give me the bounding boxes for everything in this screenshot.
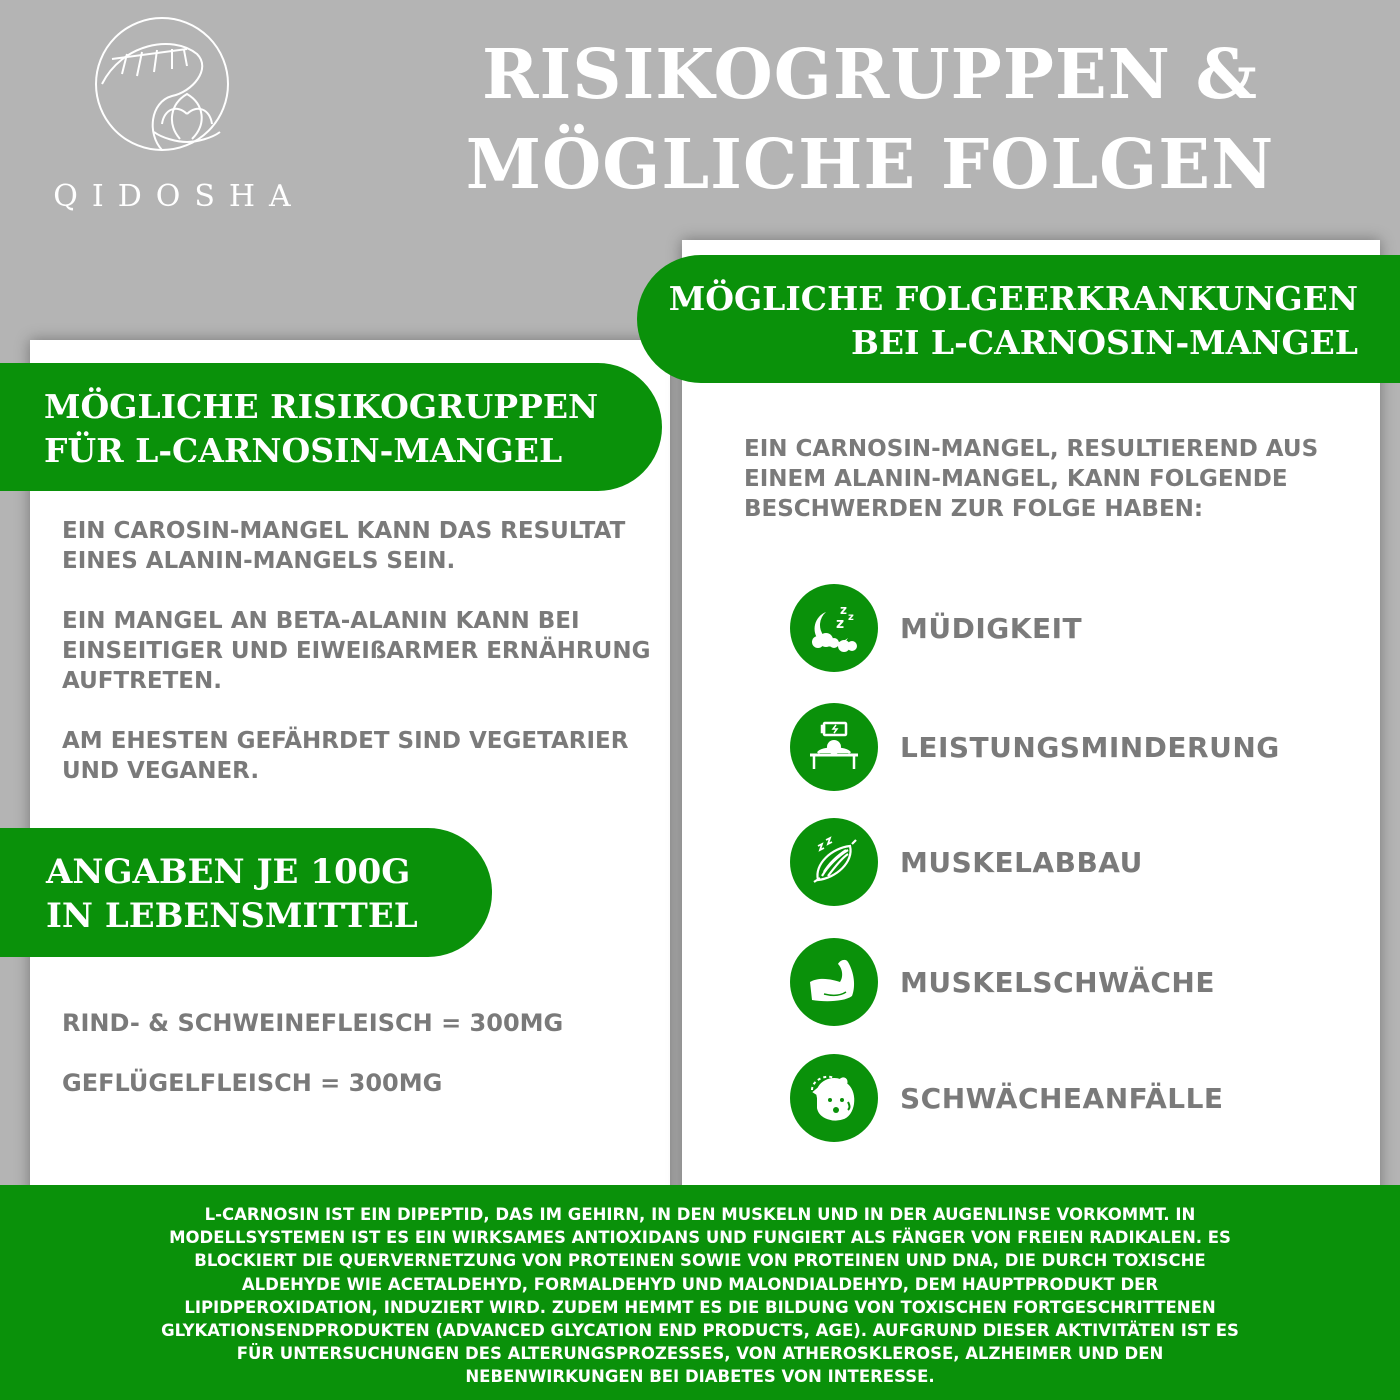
footer-info-text: [0, 1185, 1400, 1400]
brand-logo: [20, 12, 305, 214]
page-title: [420, 30, 1320, 210]
symptom-item: [790, 702, 1350, 792]
food-values-header-line-1: ANGABEN JE 100G: [46, 852, 411, 892]
svg-text:z: z: [840, 603, 847, 617]
consequences-header: [637, 255, 1400, 383]
svg-text:z: z: [836, 616, 845, 632]
footer-line: BLOCKIERT DIE QUERVERNETZUNG VON PROTEINEN SOWIE VON PROTEINEN UND DNA, DIE DURCH TOXISCHE: [194, 1251, 1206, 1271]
symptom-label: MUSKELSCHWÄCHE: [900, 965, 1215, 999]
consequences-header-line-1: MÖGLICHE FOLGEERKRANKUNGEN: [668, 279, 1358, 318]
food-values-header-line-2: IN LEBENSMITTEL: [46, 896, 418, 936]
footer-line: FÜR UNTERSUCHUNGEN DES ALTERUNGSPROZESSES, VON ATHEROSKLEROSE, ALZHEIMER UND DEN: [236, 1344, 1164, 1364]
symptom-item: [790, 583, 1350, 673]
risk-paragraph: AM EHESTEN GEFÄHRDET SIND VEGETARIER UND VEGANER.: [62, 728, 629, 784]
footer-line: NEBENWIRKUNGEN BEI DIABETES VON INTERESSE.: [465, 1367, 935, 1387]
food-values-list: [62, 1008, 662, 1128]
leaf-lotus-circle-logo-icon: [92, 14, 232, 154]
dizzy-face-icon: [790, 1054, 878, 1142]
footer-line: LIPIDPEROXIDATION, INDUZIERT WIRD. ZUDEM HEMMT ES DIE BILDUNG VON TOXISCHEN FORTGESCHRITTENEN: [184, 1297, 1216, 1317]
svg-text:z: z: [848, 612, 854, 623]
food-values-header: [0, 828, 492, 957]
risk-paragraph: EIN MANGEL AN BETA-ALANIN KANN BEI EINSEITIGER UND EIWEIßARMER ERNÄHRUNG AUFTRETEN.: [62, 608, 651, 694]
symptom-item: [790, 1053, 1350, 1143]
risk-groups-header-line-1: MÖGLICHE RISIKOGRUPPEN: [44, 387, 599, 426]
food-value-item: RIND- & SCHWEINEFLEISCH = 300MG: [62, 1009, 564, 1037]
page-title-line-2: MÖGLICHE FOLGEN: [465, 125, 1275, 205]
symptom-item: [790, 937, 1350, 1027]
symptom-label: LEISTUNGSMINDERUNG: [900, 730, 1280, 764]
footer-line: ALDEHYDE WIE ACETALDEHYD, FORMALDEHYD UND MALONDIALDEHYD, DEM HAUPTPRODUKT DER: [241, 1274, 1159, 1294]
muscle-fiber-icon: [790, 818, 878, 906]
symptom-label: MÜDIGKEIT: [900, 611, 1083, 645]
risk-groups-header-line-2: FÜR L-CARNOSIN-MANGEL: [44, 431, 563, 470]
consequences-intro: EIN CARNOSIN-MANGEL, RESULTIEREND AUS EINEM ALANIN-MANGEL, KANN FOLGENDE BESCHWERDEN ZUR FOLGE HABEN:: [744, 436, 1319, 522]
symptom-item: [790, 817, 1350, 907]
flexed-arm-icon: [790, 938, 878, 1026]
low-battery-exhausted-icon: [790, 703, 878, 791]
sleep-moon-icon: [790, 584, 878, 672]
risk-groups-header: [0, 363, 662, 491]
symptom-label: SCHWÄCHEANFÄLLE: [900, 1081, 1224, 1115]
brand-name: QIDOSHA: [53, 179, 305, 214]
footer-line: L-CARNOSIN IST EIN DIPEPTID, DAS IM GEHIRN, IN DEN MUSKELN UND IN DER AUGENLINSE VORKOMMT. IN: [204, 1205, 1196, 1224]
page-title-line-1: RISIKOGRUPPEN &: [482, 35, 1258, 115]
food-value-item: GEFLÜGELFLEISCH = 300MG: [62, 1069, 443, 1097]
risk-paragraph: EIN CAROSIN-MANGEL KANN DAS RESULTAT EINES ALANIN-MANGELS SEIN.: [62, 518, 626, 574]
footer-line: MODELLSYSTEMEN IST ES EIN WIRKSAMES ANTIOXIDANS UND FUNGIERT ALS FÄNGER VON FREIEN RADIKALEN. ES: [169, 1228, 1231, 1248]
consequences-header-line-2: BEI L-CARNOSIN-MANGEL: [850, 323, 1358, 362]
risk-groups-text: [62, 516, 652, 816]
symptom-label: MUSKELABBAU: [900, 845, 1143, 879]
footer-line: GLYKATIONSENDPRODUKTEN (ADVANCED GLYCATION END PRODUCTS, AGE). AUFGRUND DIESER AKTIVITÄTEN IST ES: [161, 1321, 1239, 1341]
